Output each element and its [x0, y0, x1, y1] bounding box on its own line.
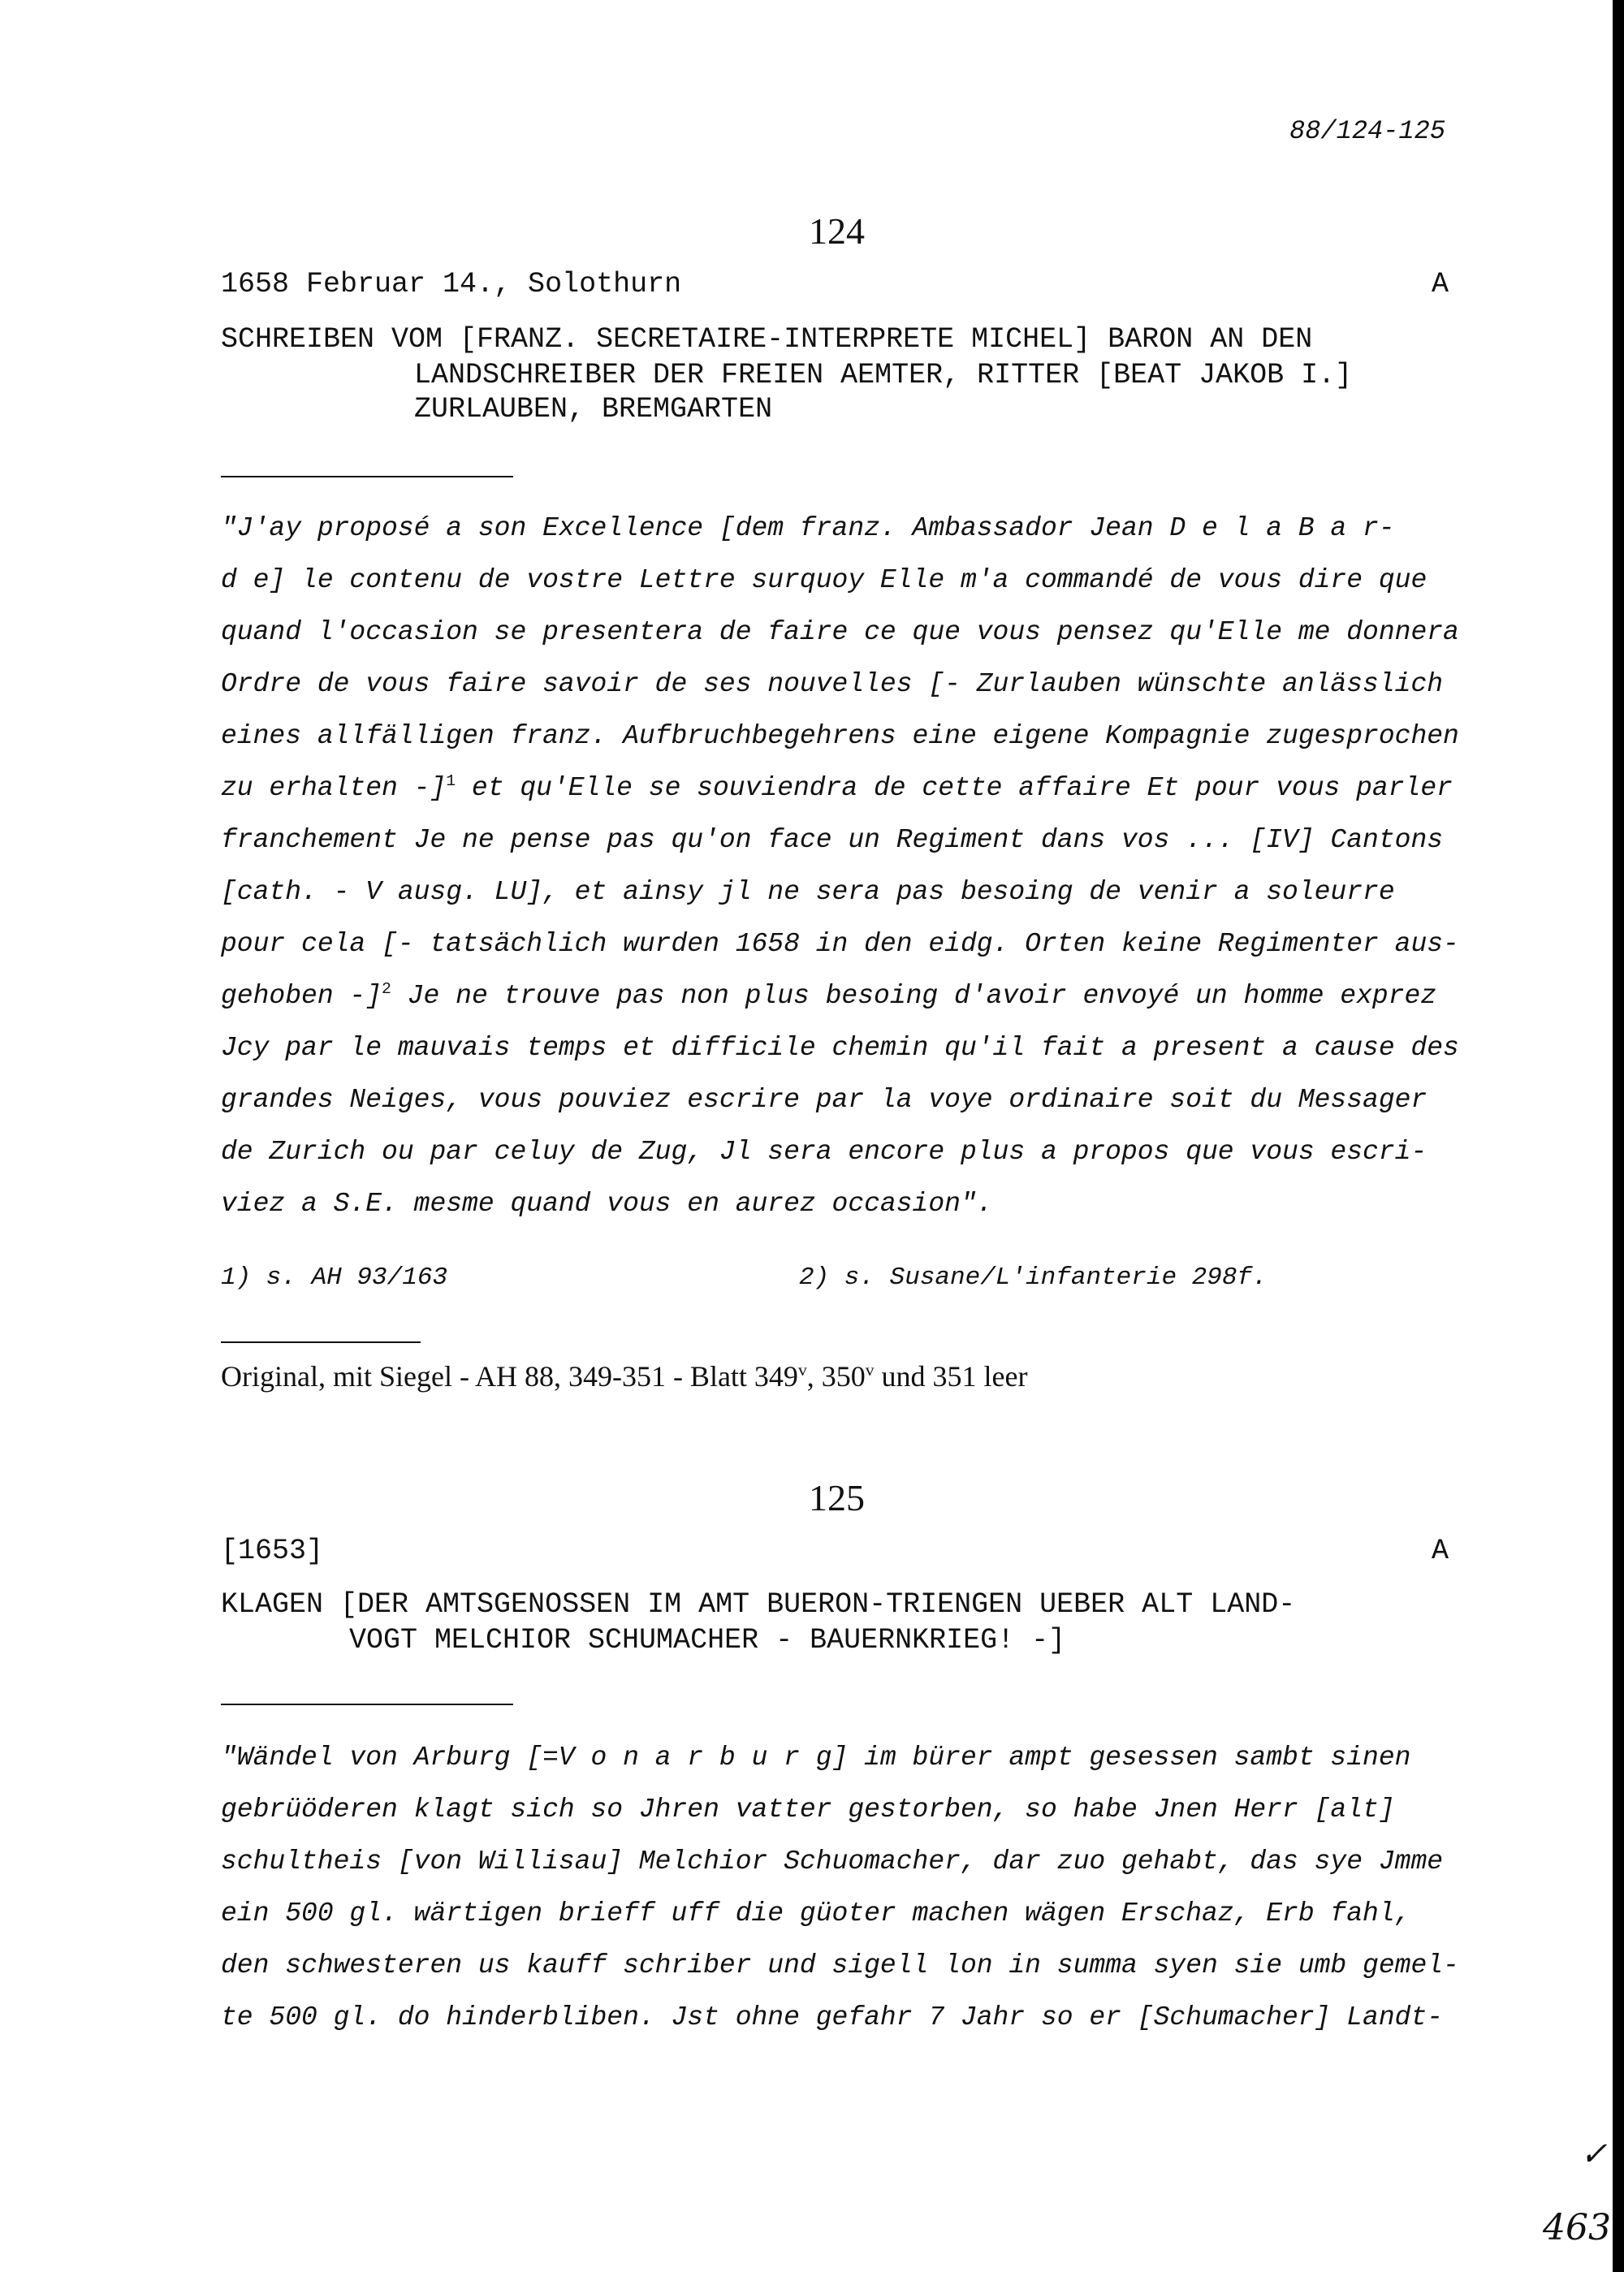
footnote-1: 1) s. AH 93/163 [221, 1263, 448, 1292]
source-text: und 351 leer [874, 1360, 1028, 1393]
doc124-quote-line: "J'ay proposé a son Excellence [dem franz. Ambassador Jean D e l a B a r- [221, 513, 1395, 543]
separator-rule [221, 1704, 513, 1705]
document-number-125: 125 [809, 1477, 865, 1518]
doc124-quote-line: pour cela [- tatsächlich wurden 1658 in den eidg. Orten keine Regimenter aus- [221, 929, 1459, 959]
doc124-date-place: 1658 Februar 14., Solothurn [221, 268, 682, 300]
doc124-quote-line: [cath. - V ausg. LU], et ainsy jl ne sera pas besoing de venir a soleurre [221, 877, 1395, 907]
footnote-marker-1: 1 [446, 772, 456, 790]
page-reference: 88/124-125 [1289, 116, 1446, 146]
doc125-quote-line: "Wändel von Arburg [=V o n a r b u r g] im bürer ampt gesessen sambt sinen [221, 1743, 1411, 1773]
doc125-quote-line: gebrüöderen klagt sich so Jhren vatter gestorben, so habe Jnen Herr [alt] [221, 1795, 1395, 1825]
doc124-quote-line: de Zurich ou par celuy de Zug, Jl sera encore plus a propos que vous escri- [221, 1137, 1427, 1167]
doc125-date-place: [1653] [221, 1535, 324, 1567]
doc125-quote-line: te 500 gl. do hinderbliben. Jst ohne gefahr 7 Jahr so er [Schumacher] Landt- [221, 2002, 1444, 2032]
doc124-source-note [221, 1359, 1027, 1393]
quote-text: zu erhalten -] [221, 773, 447, 803]
footnote-2: 2) s. Susane/L'infanterie 298f. [799, 1263, 1268, 1292]
quote-text: gehoben -] [221, 981, 382, 1011]
doc124-quote-line [221, 981, 1436, 1011]
doc124-quote-line: eines allfälligen franz. Aufbruchbegehrens eine eigene Kompagnie zugesprochen [221, 721, 1459, 751]
separator-rule [221, 476, 513, 477]
doc124-quote-line [221, 773, 1453, 803]
handwritten-page-mark: 463 [1543, 2207, 1611, 2248]
doc124-classification: A [1432, 268, 1449, 300]
doc124-quote-line: quand l'occasion se presentera de faire ce que vous pensez qu'Elle me donnera [221, 617, 1459, 647]
quote-text: et qu'Elle se souviendra de cette affaire Et pour vous parler [456, 773, 1453, 803]
verso-marker: v [865, 1360, 875, 1380]
source-text: , 350 [806, 1360, 866, 1393]
doc124-quote-line: Ordre de vous faire savoir de ses nouvelles [- Zurlauben wünschte anlässlich [221, 669, 1444, 699]
doc125-quote-line: ein 500 gl. wärtigen brieff uff die güoter machen wägen Erschaz, Erb fahl, [221, 1898, 1411, 1929]
doc125-classification: A [1432, 1535, 1449, 1567]
check-mark-icon: ✓ [1580, 2136, 1608, 2173]
doc124-quote-line: grandes Neiges, vous pouviez escrire par la voye ordinaire soit du Messager [221, 1085, 1427, 1115]
separator-rule [221, 1341, 421, 1343]
verso-marker: v [797, 1360, 807, 1380]
doc124-quote-line: viez a S.E. mesme quand vous en aurez occasion". [221, 1189, 993, 1219]
doc124-title-line-1: SCHREIBEN VOM [FRANZ. SECRETAIRE-INTERPRETE MICHEL] BARON AN DEN [221, 323, 1313, 356]
doc124-quote-line: d e] le contenu de vostre Lettre surquoy Elle m'a commandé de vous dire que [221, 565, 1427, 595]
doc125-quote-line: schultheis [von Willisau] Melchior Schuomacher, dar zuo gehabt, das sye Jmme [221, 1847, 1444, 1877]
doc124-title-line-2: LANDSCHREIBER DER FREIEN AEMTER, RITTER [BEAT JAKOB I.] [414, 359, 1353, 391]
quote-text: Je ne trouve pas non plus besoing d'avoir envoyé un homme exprez [391, 981, 1437, 1011]
document-number-124: 124 [809, 210, 865, 252]
doc125-quote-line: den schwesteren us kauff schriber und sigell lon in summa syen sie umb gemel- [221, 1950, 1459, 1980]
footnote-marker-2: 2 [382, 980, 391, 998]
doc124-quote-line: franchement Je ne pense pas qu'on face un Regiment dans vos ... [IV] Cantons [221, 825, 1444, 855]
scan-edge [1613, 0, 1624, 2272]
doc124-quote-line: Jcy par le mauvais temps et difficile chemin qu'il fait a present a cause des [221, 1033, 1459, 1063]
source-text: Original, mit Siegel - AH 88, 349-351 - Blatt 349 [221, 1360, 798, 1393]
doc124-title-line-3: ZURLAUBEN, BREMGARTEN [414, 393, 773, 425]
doc125-title-line-2: VOGT MELCHIOR SCHUMACHER - BAUERNKRIEG! -] [349, 1624, 1066, 1656]
doc125-title-line-1: KLAGEN [DER AMTSGENOSSEN IM AMT BUERON-TRIENGEN UEBER ALT LAND- [221, 1588, 1296, 1621]
